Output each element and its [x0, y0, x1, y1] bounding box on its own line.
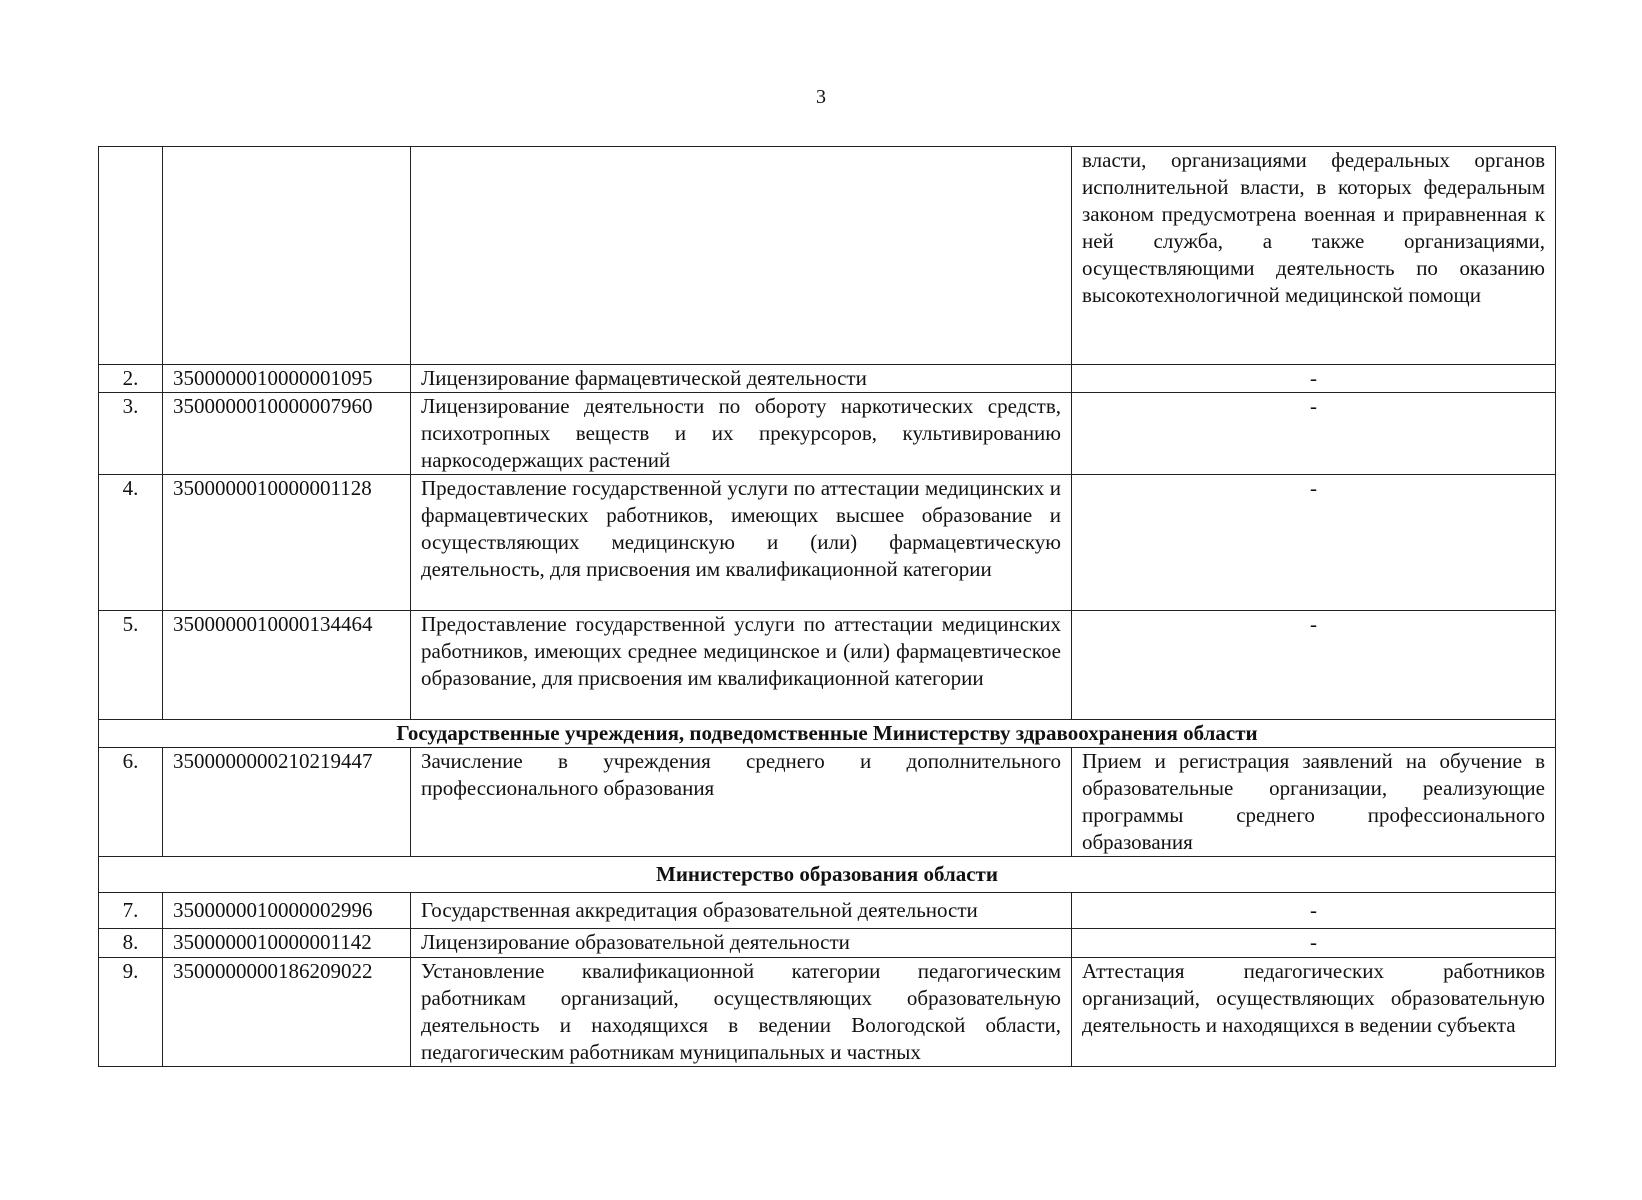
services-table [98, 146, 1556, 1067]
row-number-cell: 2. [99, 365, 163, 393]
table-row [99, 393, 1556, 475]
table-row [99, 893, 1556, 929]
service-code-cell: 3500000010000001142 [163, 929, 411, 958]
row-number-cell: 9. [99, 958, 163, 1067]
table-row [99, 147, 1556, 365]
service-name-cell [411, 147, 1072, 365]
service-code-cell [163, 147, 411, 365]
row-number-cell: 5. [99, 611, 163, 720]
service-code-cell: 3500000000186209022 [163, 958, 411, 1067]
service-name-cell: Установление квалификационной категории педагогическим работникам организаций, осуществляющих образовательную деятельность и находящихся в ведении Вологодской области, педагогическим работникам муниципальных и частных [411, 958, 1072, 1067]
service-code-cell: 3500000010000001128 [163, 475, 411, 611]
row-number-cell: 3. [99, 393, 163, 475]
table-row [99, 929, 1556, 958]
section-header-row [99, 720, 1556, 748]
service-name-cell: Предоставление государственной услуги по аттестации медицинских и фармацевтических работников, имеющих высшее образование и осуществляющих медицинскую и (или) фармацевтическую деятельность, для присвоения им квалификационной категории [411, 475, 1072, 611]
row-number-cell: 7. [99, 893, 163, 929]
row-number-cell [99, 147, 163, 365]
service-code-cell: 3500000010000001095 [163, 365, 411, 393]
service-note-cell: - [1072, 611, 1556, 720]
service-name-cell: Предоставление государственной услуги по аттестации медицинских работников, имеющих среднее медицинское и (или) фармацевтическое образование, для присвоения им квалификационной категории [411, 611, 1072, 720]
service-name-cell: Государственная аккредитация образовательной деятельности [411, 893, 1072, 929]
table-row [99, 958, 1556, 1067]
service-note-cell: - [1072, 893, 1556, 929]
service-note-cell: власти, организациями федеральных органов исполнительной власти, в которых федеральным законом предусмотрена военная и приравненная к ней служба, а также организациями, осуществляющими деятельность по оказанию высокотехнологичной медицинской помощи [1072, 147, 1556, 365]
service-code-cell: 3500000000210219447 [163, 748, 411, 857]
row-number-cell: 4. [99, 475, 163, 611]
service-note-cell: Прием и регистрация заявлений на обучение в образовательные организации, реализующие программы среднего профессионального образования [1072, 748, 1556, 857]
service-code-cell: 3500000010000134464 [163, 611, 411, 720]
row-number-cell: 8. [99, 929, 163, 958]
service-note-cell: - [1072, 475, 1556, 611]
service-note-cell: - [1072, 393, 1556, 475]
row-number-cell: 6. [99, 748, 163, 857]
service-code-cell: 3500000010000002996 [163, 893, 411, 929]
section-title: Государственные учреждения, подведомственные Министерству здравоохранения области [99, 720, 1556, 748]
service-name-cell: Лицензирование фармацевтической деятельности [411, 365, 1072, 393]
section-title: Министерство образования области [99, 857, 1556, 893]
service-name-cell: Лицензирование деятельности по обороту наркотических средств, психотропных веществ и их прекурсоров, культивированию наркосодержащих растений [411, 393, 1072, 475]
table-row [99, 611, 1556, 720]
table-row [99, 475, 1556, 611]
section-header-row [99, 857, 1556, 893]
service-note-cell: - [1072, 365, 1556, 393]
service-note-cell: - [1072, 929, 1556, 958]
service-name-cell: Лицензирование образовательной деятельности [411, 929, 1072, 958]
table-row [99, 748, 1556, 857]
table-row [99, 365, 1556, 393]
service-name-cell: Зачисление в учреждения среднего и дополнительного профессионального образования [411, 748, 1072, 857]
service-code-cell: 3500000010000007960 [163, 393, 411, 475]
service-note-cell: Аттестация педагогических работников организаций, осуществляющих образовательную деятельность и находящихся в ведении субъекта [1072, 958, 1556, 1067]
page-number: 3 [816, 86, 826, 108]
